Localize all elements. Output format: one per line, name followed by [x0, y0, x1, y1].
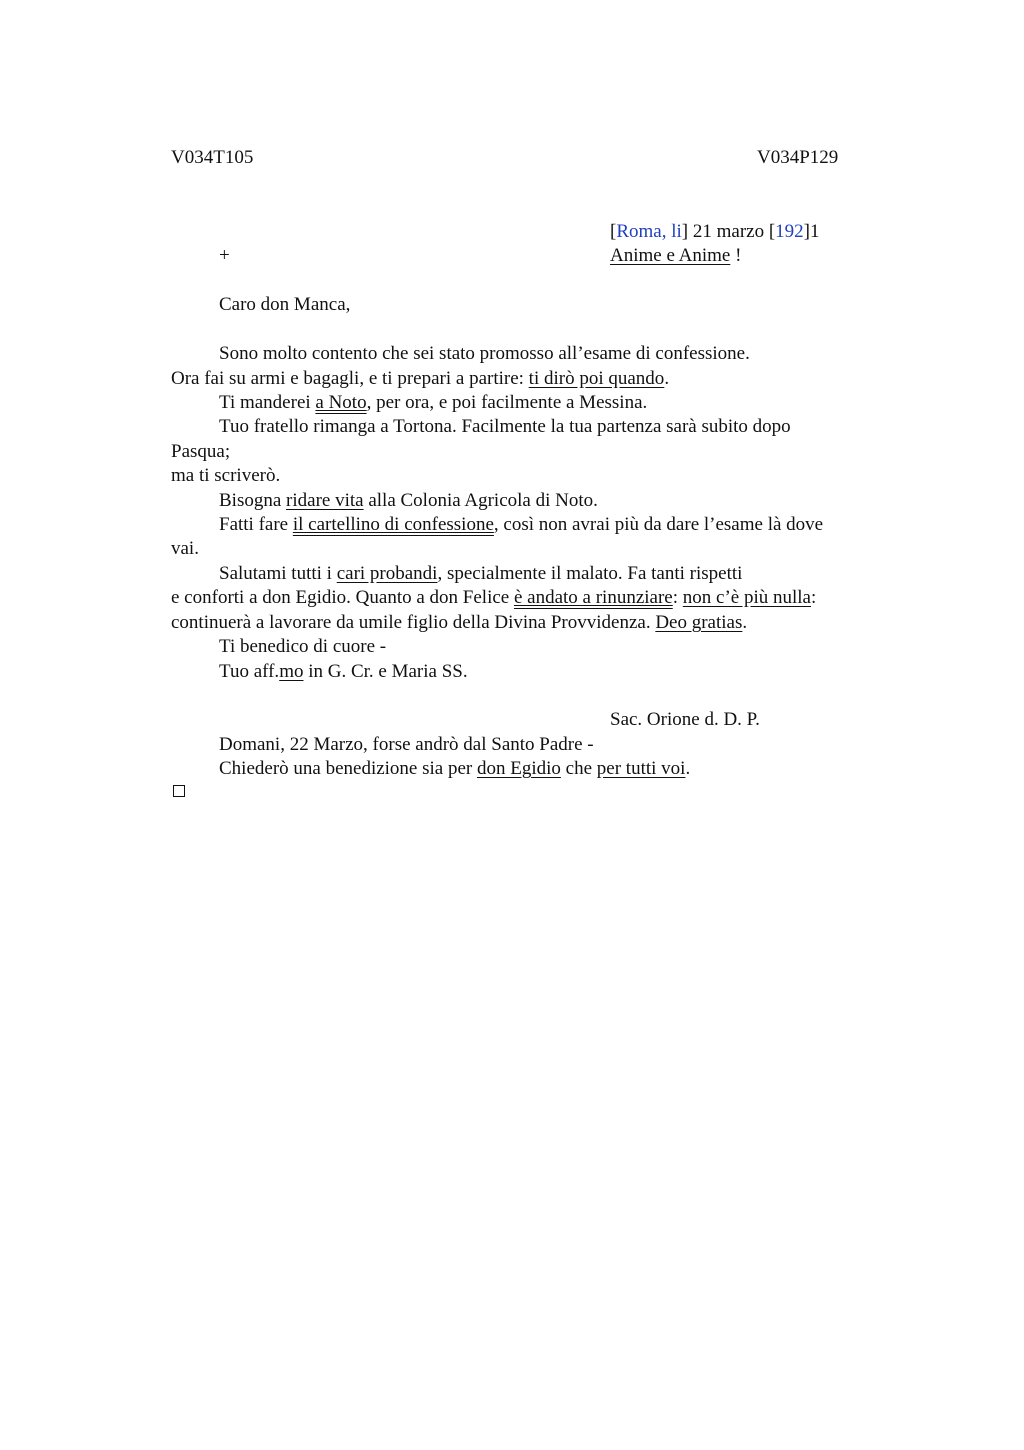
closing-line [219, 660, 468, 684]
dateline-place: Roma, li [616, 221, 682, 242]
text-segment: Bisogna [219, 490, 287, 511]
text-segment: Tuo aff. [219, 661, 280, 682]
document-code-right: V034P129 [757, 147, 839, 168]
body-line-12 [171, 611, 747, 635]
text-segment: in G. Cr. e Maria SS. [303, 661, 468, 682]
text-segment: . [664, 368, 670, 389]
dateline-date: ] 21 marzo [ [681, 221, 776, 242]
document-code-left: V034T105 [171, 147, 254, 168]
underlined-phrase: non c’è più nulla [682, 587, 811, 608]
double-underlined-phrase: il cartellino di confessione [292, 514, 494, 535]
double-underlined-phrase: a Noto [315, 392, 367, 413]
end-mark-square-icon [173, 785, 185, 797]
body-line-8 [219, 513, 823, 537]
underlined-phrase: Deo gratias [655, 612, 743, 633]
signature: Sac. Orione d. D. P. [610, 709, 760, 730]
body-line-3 [219, 391, 647, 415]
motto-tail: ! [730, 245, 742, 266]
body-line-11 [171, 586, 816, 610]
underlined-phrase: ti dirò poi quando [528, 368, 665, 389]
cross-symbol: + [219, 245, 230, 266]
dateline-year-part: 192 [775, 221, 804, 242]
dateline-bracket-open: [ [610, 221, 617, 242]
body-line-1: Sono molto contento che sei stato promosso all’esame di confessione. [219, 343, 750, 364]
underlined-phrase: cari probandi [336, 563, 438, 584]
text-segment: Ora fai su armi e bagagli, e ti prepari a partire: [171, 368, 529, 389]
text-segment: , così non avrai più da dare l’esame là dove [493, 514, 824, 535]
text-segment: Salutami tutti i [219, 563, 337, 584]
underlined-phrase: per tutti voi [596, 758, 686, 779]
text-segment: continuerà a lavorare da umile figlio della Divina Provvidenza. [171, 612, 656, 633]
postscript-line-1: Domani, 22 Marzo, forse andrò dal Santo Padre - [219, 734, 594, 755]
body-line-7 [219, 489, 598, 513]
body-line-5: Pasqua; [171, 441, 231, 462]
body-line-4: Tuo fratello rimanga a Tortona. Facilmente la tua partenza sarà subito dopo [219, 416, 791, 437]
text-segment: Fatti fare [219, 514, 293, 535]
double-underlined-phrase: è andato a rinunziare [513, 587, 673, 608]
body-line-10 [219, 562, 742, 586]
underlined-phrase: mo [279, 661, 304, 682]
salutation: Caro don Manca, [219, 294, 351, 315]
text-segment: : [811, 587, 817, 608]
body-line-6: ma ti scriverò. [171, 465, 281, 486]
text-segment: , per ora, e poi facilmente a Messina. [366, 392, 648, 413]
dateline [610, 220, 820, 244]
text-segment: Ti manderei [219, 392, 316, 413]
text-segment: : [672, 587, 683, 608]
body-line-9: vai. [171, 538, 199, 559]
text-segment: e conforti a don Egidio. Quanto a don Felice [171, 587, 514, 608]
underlined-phrase: don Egidio [476, 758, 561, 779]
text-segment: . [685, 758, 691, 779]
postscript-line-2 [219, 757, 690, 781]
text-segment: . [742, 612, 748, 633]
motto [610, 244, 741, 268]
body-line-13: Ti benedico di cuore - [219, 636, 387, 657]
dateline-year-end: ]1 [803, 221, 820, 242]
text-segment: che [560, 758, 597, 779]
text-segment: alla Colonia Agricola di Noto. [363, 490, 598, 511]
text-segment: , specialmente il malato. Fa tanti rispetti [437, 563, 743, 584]
text-segment: Chiederò una benedizione sia per [219, 758, 477, 779]
motto-text: Anime e Anime [610, 245, 731, 266]
underlined-phrase: ridare vita [286, 490, 364, 511]
body-line-2 [171, 367, 669, 391]
